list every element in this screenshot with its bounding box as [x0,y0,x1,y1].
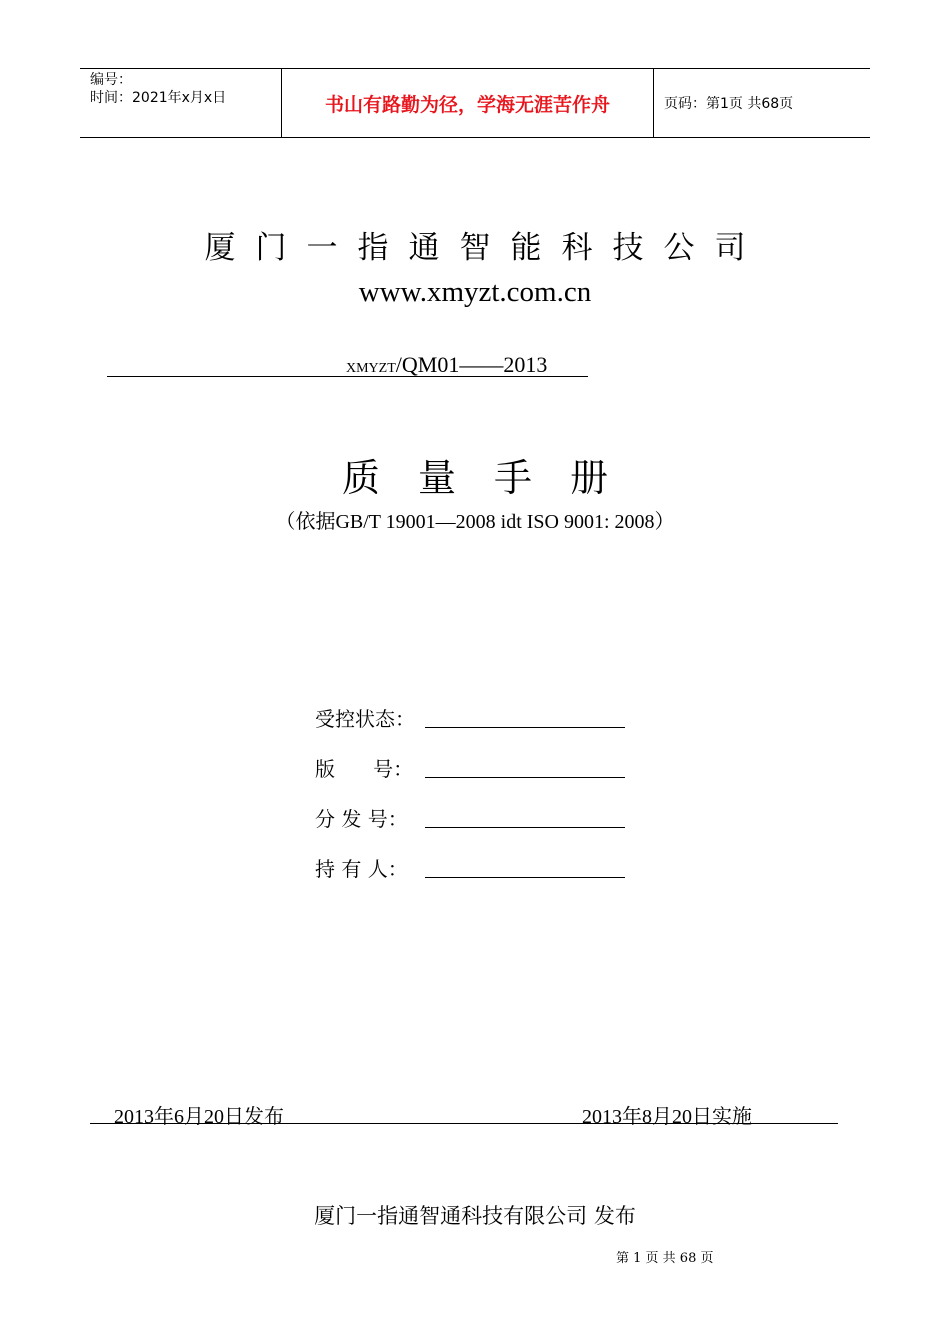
field-label: 受控状态： [315,707,415,731]
header-page-info: 页码：第1页 共68页 [664,96,794,112]
field-distribution-number [315,803,625,832]
company-website: www.xmyzt.com.cn [358,276,592,308]
header-motto: 书山有路勤为径，学海无涯苦作舟 [282,69,654,137]
document-title: 质量手册 [341,456,646,500]
field-blank-line [425,827,625,828]
field-holder [315,853,625,882]
doc-number [346,352,547,378]
header-meta [80,69,282,137]
document-header [80,68,870,138]
field-blank-line [425,877,625,878]
publisher: 厦门一指通智通科技有限公司 发布 [314,1204,636,1228]
dates-underline [90,1123,838,1124]
footer-page-number: 第 1 页 共 68 页 [616,1251,714,1266]
publish-date: 2013年6月20日发布 [114,1106,284,1128]
field-label: 版 号： [315,757,414,781]
company-name: 厦门一指通智能科技公司 [204,230,766,266]
time-label: 时间：2021年x月x日 [90,90,227,106]
doc-number-prefix: XMYZT [346,361,396,376]
implement-date: 2013年8月20日实施 [582,1106,752,1128]
number-label: 编号： [90,72,132,88]
field-label: 分 发 号： [315,807,408,831]
field-label: 持 有 人： [315,857,408,881]
doc-number-rest: /QM01——2013 [395,352,548,377]
field-control-status [315,703,625,732]
field-blank-line [425,777,625,778]
standard-basis: （依据GB/T 19001—2008 idt ISO 9001: 2008） [275,511,675,533]
field-version [315,753,625,782]
field-blank-line [425,727,625,728]
